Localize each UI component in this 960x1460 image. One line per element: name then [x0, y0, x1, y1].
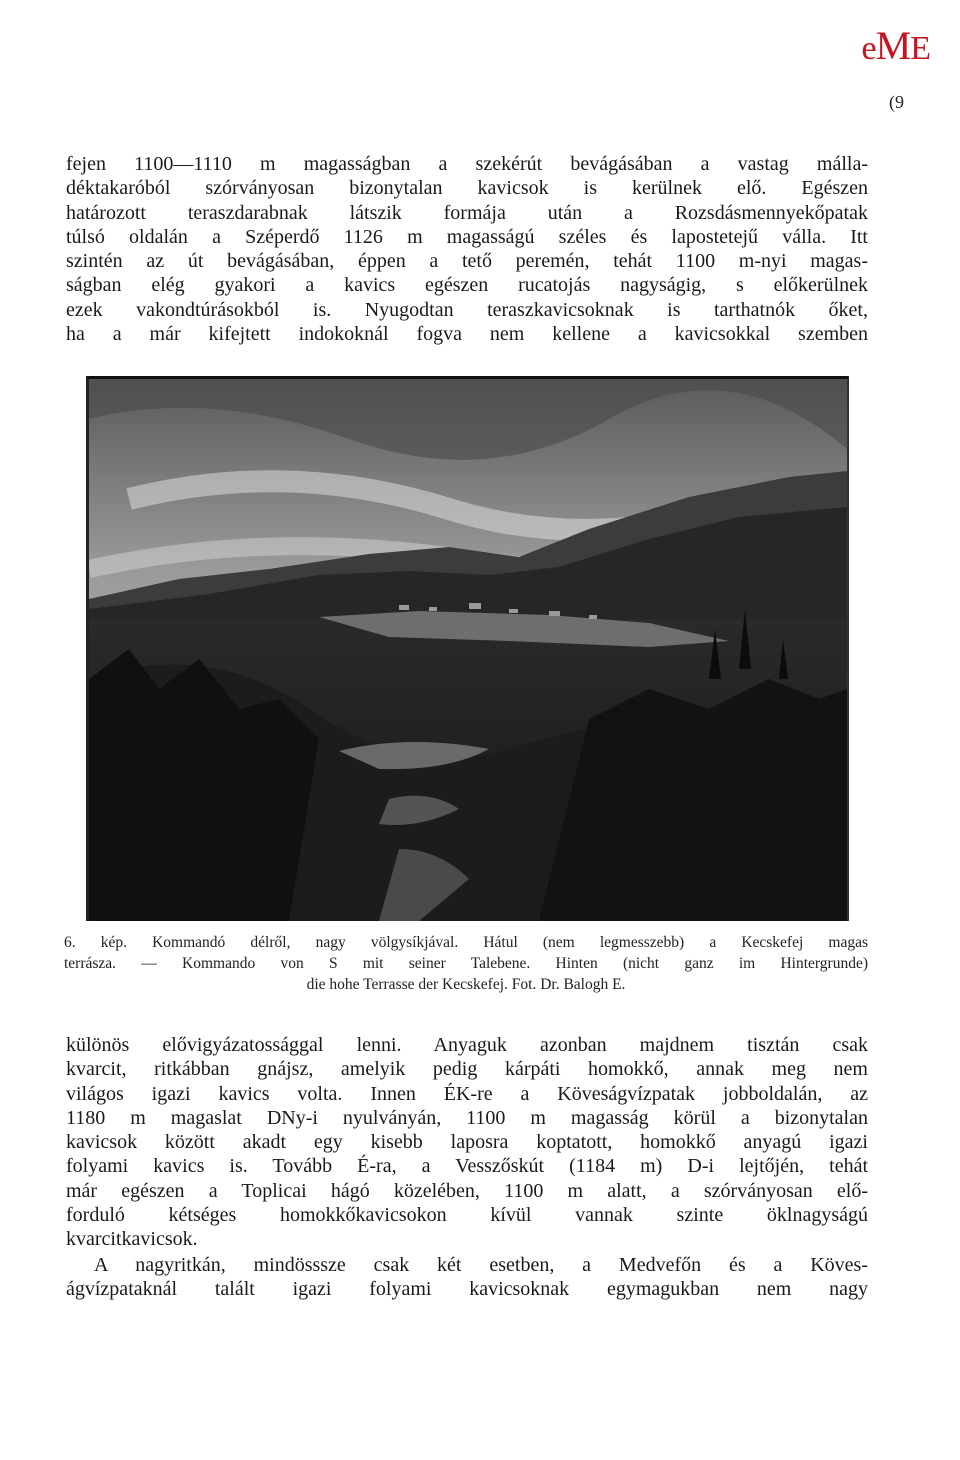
paragraph-top	[66, 152, 868, 346]
landscape-photograph	[86, 376, 849, 921]
figure-caption	[64, 932, 868, 995]
text-line: világos igazi kavics volta. Innen ÉK-re a Köveságvízpatak jobboldalán, az	[66, 1082, 868, 1105]
text-line: déktakaróból szórványosan bizonytalan kavicsok is kerülnek elő. Egészen	[66, 177, 868, 200]
text-line: már egészen a Toplicai hágó közelében, 1100 m alatt, a szórványosan elő-	[66, 1179, 868, 1202]
text-line: ezek vakondtúrásokból is. Nyugodtan teraszkavicsoknak is tarthatnók őket,	[66, 298, 868, 321]
text-line: különös elővigyázatossággal lenni. Anyaguk azonban majdnem tisztán csak	[66, 1034, 868, 1056]
text-line: kavicsok között akadt egy kisebb laposra koptatott, homokkő anyagú igazi	[66, 1131, 868, 1154]
text-line: kvarcit, ritkábban gnájsz, amelyik pedig kárpáti homokkő, annak meg nem	[66, 1058, 868, 1081]
text-line: fejen 1100—1110 m magasságban a szekérút bevágásában a vastag málla-	[66, 153, 868, 175]
text-line: 1180 m magaslat DNy-i nyulványán, 1100 m magasság körül a bizonytalan	[66, 1106, 868, 1129]
text-line: határozott teraszdarabnak látszik formája után a Rozsdásmennyekőpatak	[66, 201, 868, 224]
caption-line: 6. kép. Kommandó délről, nagy völgysíkjával. Hátul (nem legmesszebb) a Kecskefej magas	[64, 934, 868, 951]
text-line: folyami kavics is. Tovább É-ra, a Vesszőskút (1184 m) D-i lejtőjén, tehát	[66, 1155, 868, 1178]
text-line: ságban elég gyakori a kavics egészen rucatojás nagyságig, s előkerülnek	[66, 274, 868, 297]
caption-line: die hohe Terrasse der Kecskefej. Fot. Dr. Balogh E.	[306, 976, 626, 993]
text-line: ha a már kifejtett indokoknál fogva nem kellene a kavicsokkal szemben	[66, 323, 868, 346]
caption-line: terrásza. — Kommando von S mit seiner Talebene. Hinten (nicht ganz im Hintergrunde)	[64, 955, 868, 972]
publisher-logo: eME	[861, 23, 930, 68]
text-line: ágvízpataknál talált igazi folyami kavicsoknak egymagukban nem nagy	[66, 1278, 868, 1301]
text-line: kvarcitkavicsok.	[66, 1228, 198, 1251]
valley-photo-image	[89, 379, 847, 921]
page-number: (9	[889, 92, 904, 112]
text-line: szintén az út bevágásában, éppen a tető peremén, tehát 1100 m-nyi magas-	[66, 250, 868, 273]
text-line: A nagyritkán, mindösssze csak két esetben, a Medvefőn és a Köves-	[94, 1254, 868, 1276]
text-line: forduló kétséges homokkőkavicsokon kívül vannak szinte öklnagyságú	[66, 1204, 868, 1227]
text-line: túlsó oldalán a Széperdő 1126 m magasságú széles és lapostetejű válla. Itt	[66, 225, 868, 248]
paragraph-middle	[66, 1033, 868, 1252]
paragraph-bottom	[66, 1253, 868, 1302]
